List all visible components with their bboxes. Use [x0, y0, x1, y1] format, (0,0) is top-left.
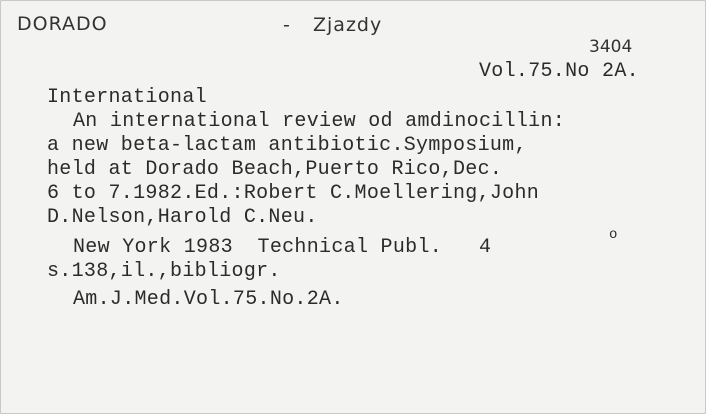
body-line: a new beta-lactam antibiotic.Symposium,: [47, 134, 527, 157]
heading-place: DORADO: [17, 13, 108, 35]
call-number: 3404: [589, 37, 633, 57]
collation-line: s.138,il.,bibliogr.: [47, 260, 281, 283]
source-line: Am.J.Med.Vol.75.No.2A.: [73, 288, 344, 311]
body-line: An international review od amdinocillin:: [73, 110, 566, 133]
format-superscript: o: [609, 227, 618, 243]
heading-subject: Zjazdy: [313, 14, 383, 36]
category-line: International: [47, 86, 207, 109]
body-line: 6 to 7.1982.Ed.:Robert C.Moellering,John: [47, 182, 540, 205]
body-line: held at Dorado Beach,Puerto Rico,Dec.: [47, 158, 503, 181]
heading-dash: -: [283, 14, 291, 36]
imprint-line: New York 1983 Technical Publ. 4: [73, 236, 492, 259]
body-line: D.Nelson,Harold C.Neu.: [47, 206, 318, 229]
volume-line: Vol.75.No 2A.: [479, 60, 639, 83]
